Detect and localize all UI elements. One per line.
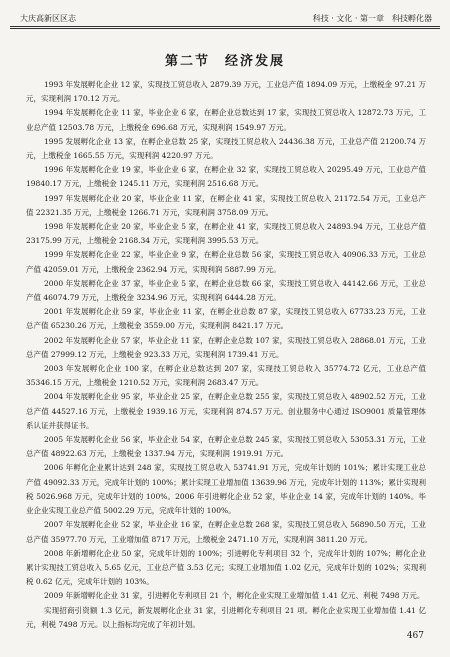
paragraph: 1995 发展孵化企业 13 家，在孵企业总数 25 家，实现技工贸总收入 24436.38 万元，工业总产值 21200.74 万元，上缴税金 1665.55 万元，实现利润 4220.97 万元。 bbox=[26, 136, 426, 161]
paragraph: 2008 年新增孵化企业 50 家，完成年计划的 100%；引进孵化专利项目 32 个，完成年计划的 107%；孵化企业累计实现技工贸总收入 5.65 亿元，工业总产值 3.53 亿元；实现工业增加值 1.02 亿元，完成年计划的 102%；实现利税 0.62 亿元，完成年计划的 103%。 bbox=[26, 548, 426, 587]
body-text bbox=[26, 78, 426, 632]
paragraph: 1994 年发展孵化企业 11 家，毕业企业 6 家，在孵企业总数达到 17 家，实现技工贸总收入 12872.73 万元，工业总产值 12503.78 万元，上缴税金 696.68 万元，实现利润 1549.97 万元。 bbox=[26, 108, 426, 132]
header-rule bbox=[10, 28, 440, 29]
paragraph: 1996 年发展孵化企业 19 家，毕业企业 6 家，在孵企业 32 家，实现技工贸总收入 20295.49 万元，工业总产值 19840.17 万元，上缴税金 1245.11 万元，实现利润 2516.68 万元。 bbox=[26, 165, 426, 189]
paragraph: 1998 年发展孵化企业 20 家，毕业企业 5 家，在孵企业 41 家，实现技工贸总收入 24893.94 万元，工业总产值 23175.99 万元，上缴税金 2168.34 万元，实现利润 3995.53 万元。 bbox=[26, 222, 426, 246]
paragraph: 2009 年新增孵化企业 31 家，引进孵化专利项目 21 个，孵化企业实现工业增加值 1.41 亿元、利税 7498 万元。 bbox=[44, 591, 425, 601]
paragraph: 2002 年发展孵化企业 57 家，毕业企业 11 家，在孵企业总数 107 家，实现技工贸总收入 28868.01 万元，工业总产值 27999.12 万元，上缴税金 923.33 万元，实现利润 1739.41 万元。 bbox=[26, 335, 426, 359]
section-title: 第二节 经济发展 bbox=[164, 54, 285, 69]
paragraph: 2004 年发展孵化企业 95 家，毕业企业 25 家，在孵企业总数 255 家，实现技工贸总收入 48902.52 万元，工业总产值 44527.16 万元，上缴税金 1939.16 万元，实现利润 874.57 万元。创业服务中心通过 ISO9001 质量管理体系认证并获得证书。 bbox=[26, 392, 426, 430]
paragraph: 2007 年发展孵化企业 52 家，毕业企业 16 家，在孵企业总数 268 家，实现技工贸总收入 56890.50 万元，工业总产值 35977.70 万元，工业增加值 8717 万元，上缴税金 2471.10 万元，实现利润 3811.20 万元。 bbox=[26, 520, 426, 544]
page-number: 467 bbox=[406, 631, 424, 641]
paragraph: 实现招商引资额 1.3 亿元，新发展孵化企业 31 家，引进孵化专利项目 21 项。孵化企业实现工业增加值 1.41 亿元，利税 7498 万元。以上指标均完成了年初计划。 bbox=[26, 605, 426, 629]
header-chapter-title: 科技 · 文化 · 第一章 科技孵化器 bbox=[312, 14, 432, 23]
paragraph: 2001 年发展孵化企业 59 家，毕业企业 11 家，在孵企业总数 87 家，实现技工贸总收入 67733.23 万元，工业总产值 65230.26 万元，上缴税金 3559.00 万元，实现利润 8421.17 万元。 bbox=[26, 307, 426, 331]
header-book-title: 大庆高新区区志 bbox=[20, 14, 76, 23]
paragraph: 2003 年发展孵化企业 100 家，在孵企业总数达到 207 家，实现技工贸总收入 35774.72 亿元，工业总产值 35346.15 万元，上缴税金 1210.52 万元，实现利润 2683.47 万元。 bbox=[26, 364, 426, 388]
paragraph: 1999 年发展孵化企业 22 家，毕业企业 9 家，在孵企业总数 56 家，实现技工贸总收入 40906.33 万元，工业总产值 42059.01 万元，上缴税金 2362.94 万元，实现利润 5887.99 万元。 bbox=[26, 250, 426, 274]
paragraph: 1997 年发展孵化企业 20 家，毕业企业 11 家，在孵企业 41 家，实现技工贸总收入 21172.54 万元，工业总产值 22321.35 万元，上缴税金 1266.71 万元，实现利润 3758.09 万元。 bbox=[26, 193, 426, 217]
paragraph: 2006 年孵化企业累计达到 248 家，实现技工贸总收入 53741.91 万元，完成年计划的 101%；累计实现工业总产值 49092.33 万元，完成年计划的 100%；累计实现工业增加值 13639.96 万元，完成年计划的 113%；累计实现利税 5026.968 万元，完成年计划的 100%。2006 年引进孵化企业 52 家，毕业企业 14 家，完成年计划的 140%。毕业企业实现工业总产值 5002.29 万元，完成年计划的 100%。 bbox=[26, 463, 426, 516]
paragraph: 1993 年发展孵化企业 12 家，实现技工贸总收入 2879.39 万元，工业总产值 1894.09 万元，上缴税金 97.21 万元，实现利润 170.12 万元。 bbox=[26, 80, 426, 104]
paragraph: 2005 年发展孵化企业 56 家，毕业企业 54 家，在孵企业总数 245 家，实现技工贸总收入 53053.31 万元，工业总产值 48922.63 万元，上缴税金 1337.94 万元，实现利润 1919.91 万元。 bbox=[26, 435, 426, 459]
running-header bbox=[10, 12, 440, 27]
paragraph: 2000 年发展孵化企业 37 家，毕业企业 5 家，在孵企业总数 66 家，实现技工贸总收入 44142.66 万元，工业总产值 46074.79 万元，上缴税金 3234.96 万元，实现利润 6444.28 万元。 bbox=[26, 278, 426, 303]
